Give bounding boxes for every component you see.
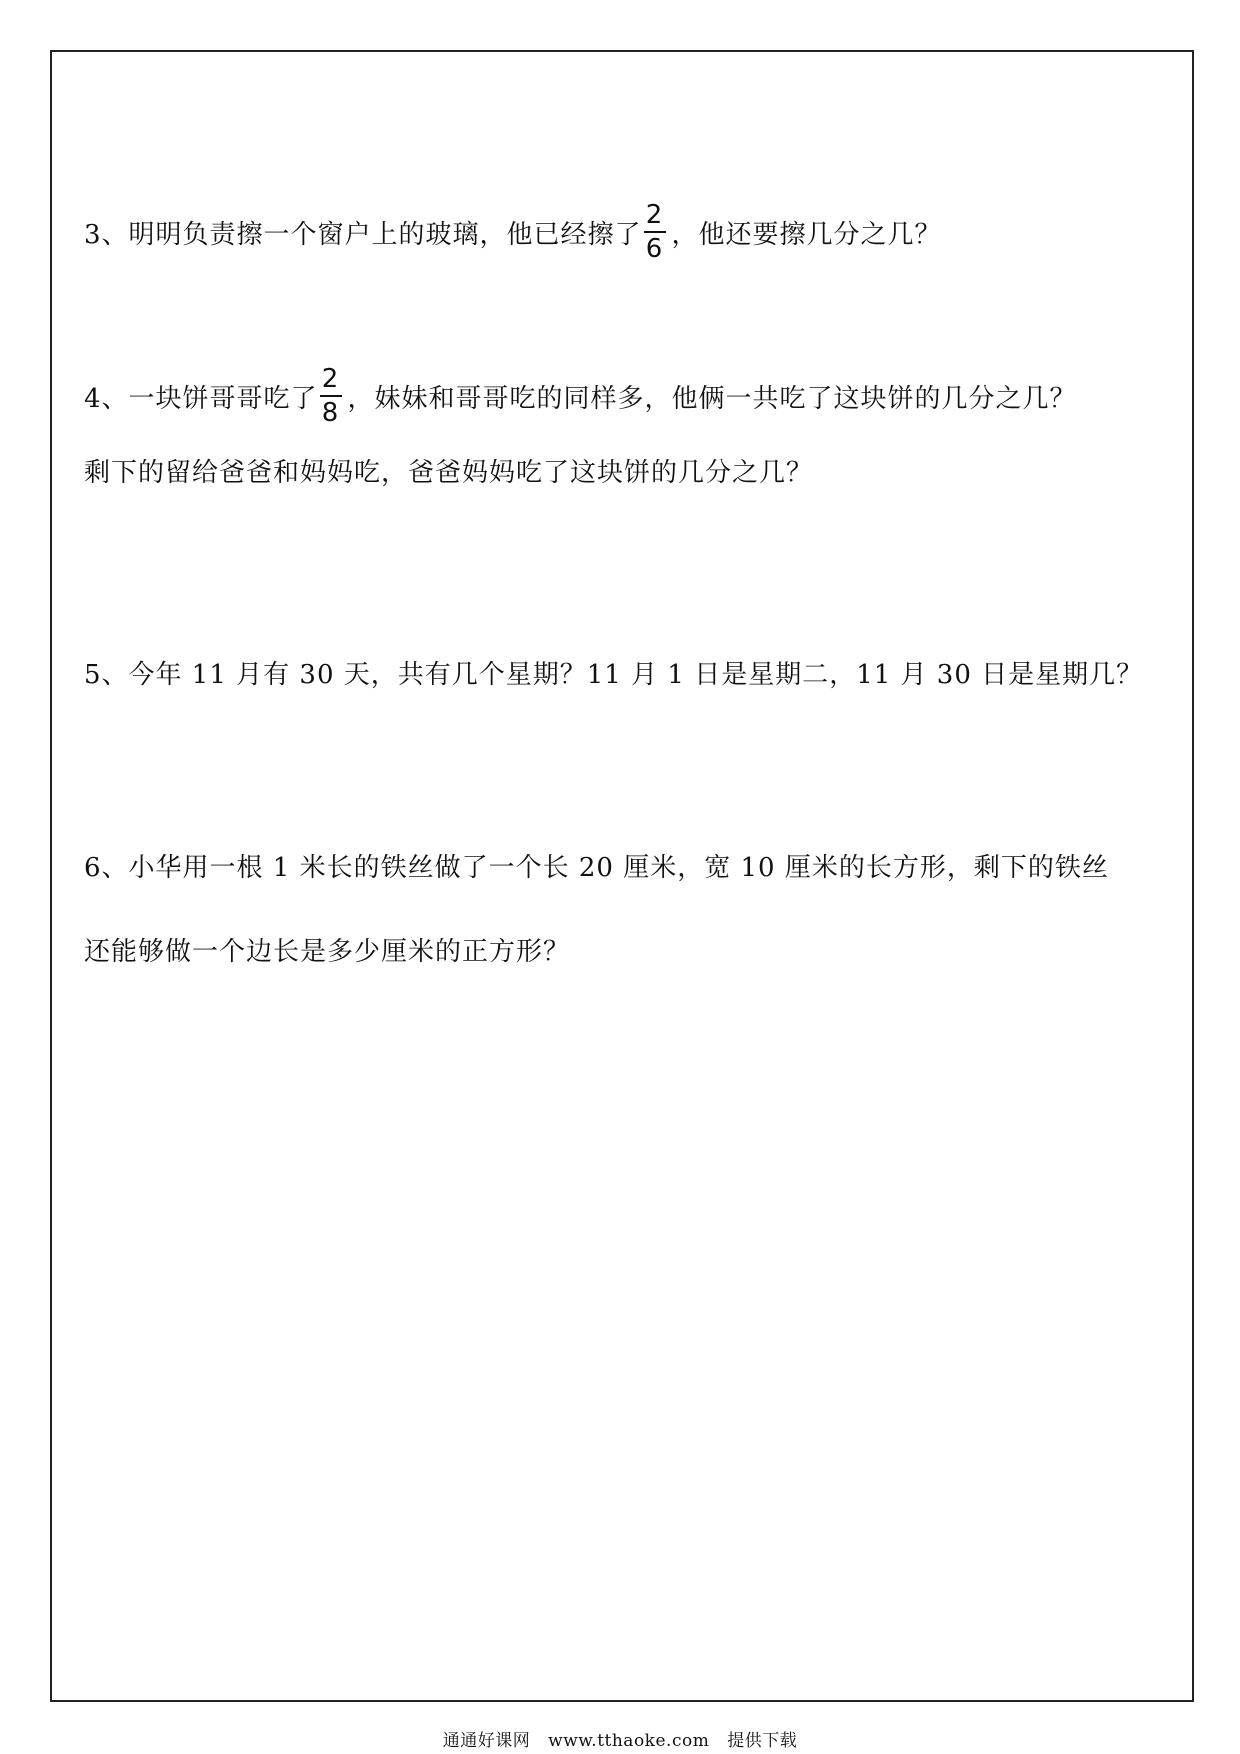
page-footer xyxy=(0,1726,1240,1751)
question-6-line-1: 6、小华用一根 1 米长的铁丝做了一个长 20 厘米，宽 10 厘米的长方形，剩下的铁丝 xyxy=(84,852,1109,883)
question-4-line-2: 剩下的留给爸爸和妈妈吃，爸爸妈妈吃了这块饼的几分之几？ xyxy=(84,457,814,488)
fraction-bar xyxy=(320,395,342,397)
question-3-text-end: ，他还要擦几分之几？ xyxy=(671,219,942,250)
footer-site-name: 通通好课网 xyxy=(442,1731,531,1751)
question-3 xyxy=(84,200,1164,264)
footer-url: www.tthaoke.com xyxy=(548,1731,710,1751)
question-6 xyxy=(84,845,1164,969)
fraction-denominator: 6 xyxy=(645,234,664,264)
question-4-text-end: ，妹妹和哥哥吃的同样多，他俩一共吃了这块饼的几分之几？ xyxy=(347,383,1077,414)
question-3-text-start: 3、明明负责擦一个窗户上的玻璃，他已经擦了 xyxy=(84,219,642,250)
footer-suffix: 提供下载 xyxy=(727,1731,798,1751)
question-6-line-2: 还能够做一个边长是多少厘米的正方形？ xyxy=(84,936,571,967)
question-4 xyxy=(84,364,1164,490)
question-4-text-start: 4、一块饼哥哥吃了 xyxy=(84,383,318,414)
fraction-numerator: 2 xyxy=(645,200,664,230)
fraction-numerator: 2 xyxy=(321,364,340,394)
fraction-bar xyxy=(644,231,666,233)
fraction-2-6 xyxy=(644,200,666,264)
fraction-denominator: 8 xyxy=(321,398,340,428)
question-5 xyxy=(84,652,1164,692)
question-5-text: 5、今年 11 月有 30 天，共有几个星期？11 月 1 日是星期二，11 月 30 日是星期几？ xyxy=(84,659,1144,690)
fraction-2-8 xyxy=(320,364,342,428)
